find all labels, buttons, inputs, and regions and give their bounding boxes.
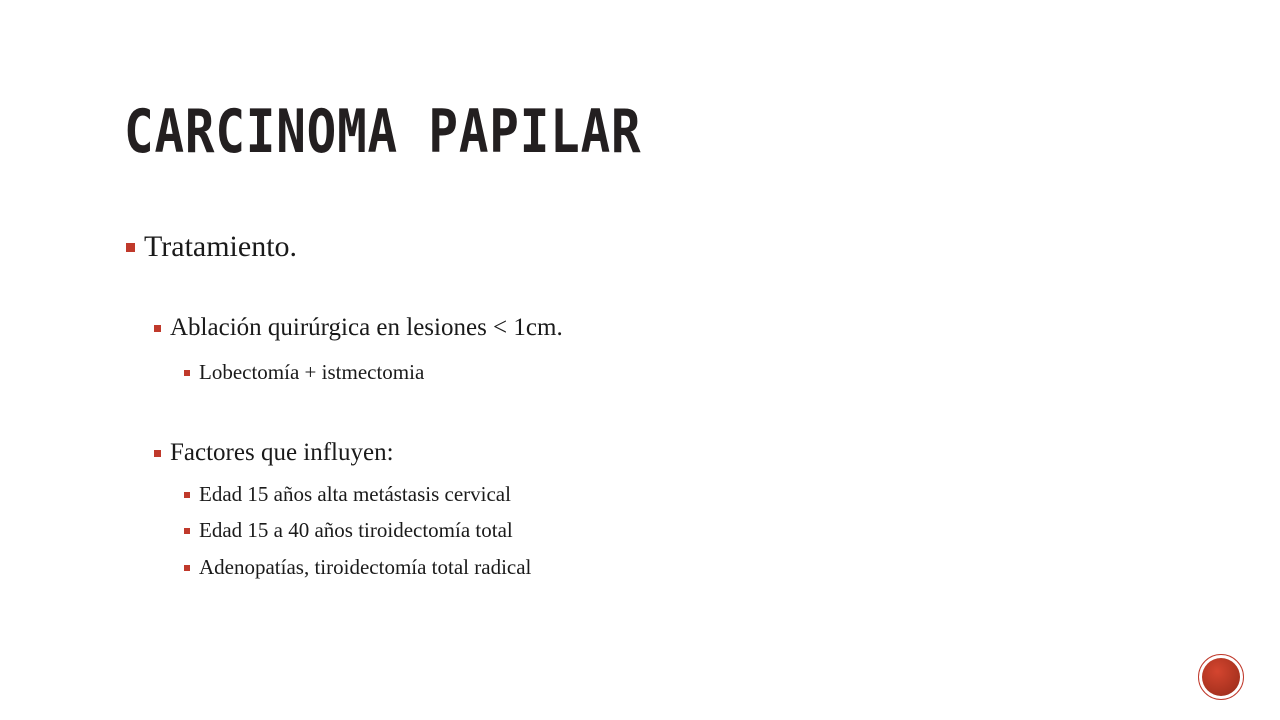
bullet-item: [184, 482, 511, 507]
bullet-item: [184, 518, 513, 543]
bullet-item: [124, 230, 297, 264]
bullet-item: [184, 555, 531, 580]
bullet-text: Ablación quirúrgica en lesiones < 1cm.: [170, 314, 563, 341]
bullet-item: [154, 314, 563, 342]
bullet-text: Factores que influyen:: [170, 439, 394, 466]
square-bullet-icon: [184, 565, 190, 571]
slide-title: CARCINOMA PAPILAR: [124, 97, 642, 167]
bullet-text: Edad 15 a 40 años tiroidectomía total: [199, 518, 513, 542]
square-bullet-icon: [126, 243, 135, 252]
square-bullet-icon: [184, 370, 190, 376]
square-bullet-icon: [184, 528, 190, 534]
bullet-item: [154, 439, 394, 467]
red-circle-fill: [1202, 658, 1240, 696]
bullet-text: Edad 15 años alta metástasis cervical: [199, 482, 511, 506]
red-circle-ornament-icon: [1198, 654, 1244, 700]
square-bullet-icon: [184, 492, 190, 498]
square-bullet-icon: [154, 325, 161, 332]
square-bullet-icon: [154, 450, 161, 457]
bullet-item: [184, 360, 424, 385]
bullet-text: Tratamiento.: [144, 230, 298, 263]
bullet-text: Lobectomía + istmectomia: [199, 360, 425, 384]
bullet-text: Adenopatías, tiroidectomía total radical: [199, 555, 532, 579]
